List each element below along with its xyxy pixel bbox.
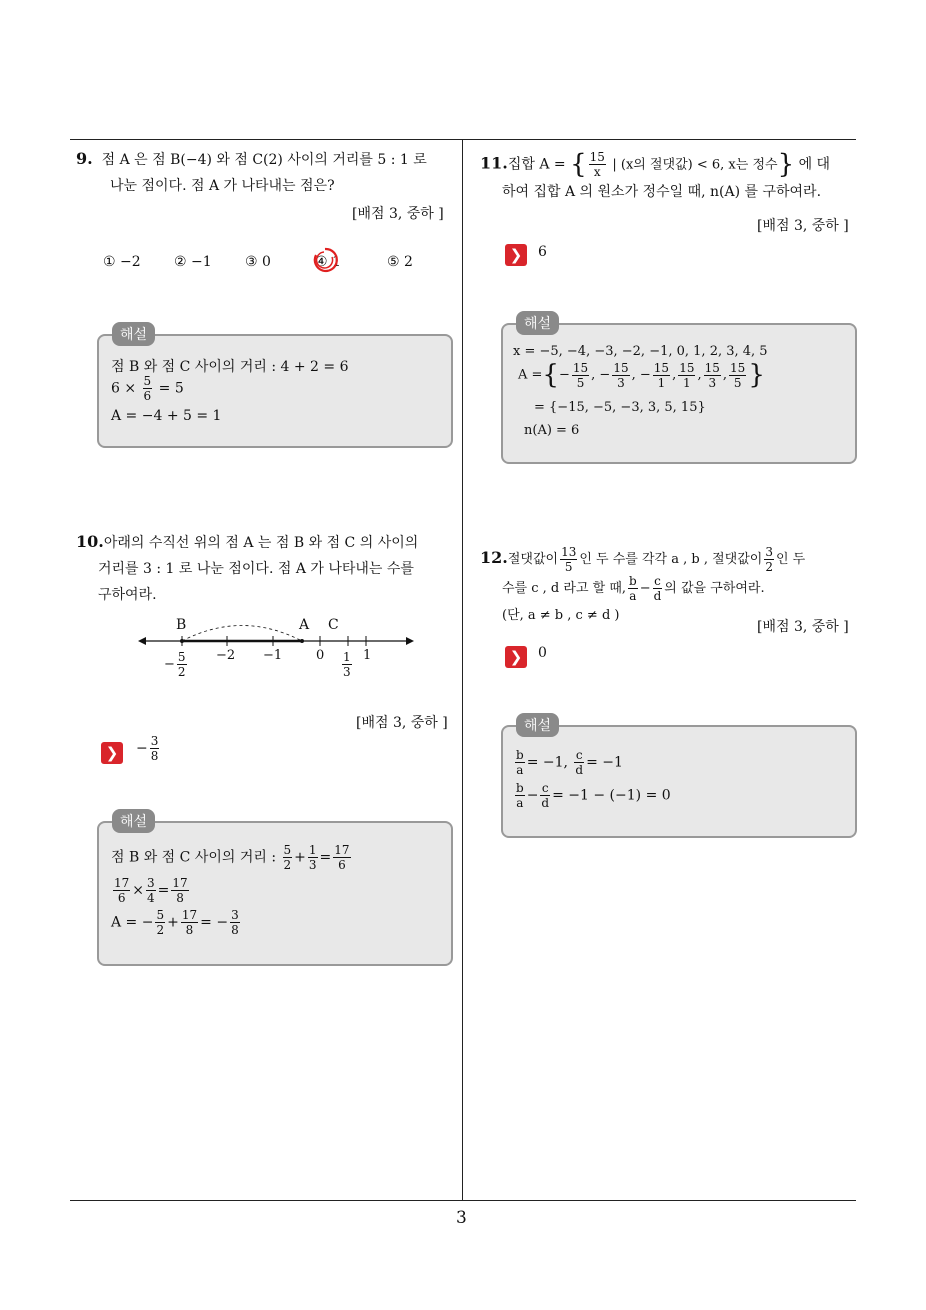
q12-solution-line2: $\frac{b}{a}$ − $\frac{c}{d}$ = −1 − (−1) = 0 — [516, 781, 671, 810]
q10-answer: − $\frac{3}{8}$ — [136, 734, 159, 763]
tick-minus-1: −1 — [263, 648, 283, 663]
selected-answer-circle-icon — [310, 246, 340, 276]
tick-minus-5-over-2: − $\frac{5}{2}$ — [164, 650, 186, 679]
question-12-score: [배점 3, 중하 ] — [757, 619, 849, 635]
q10-solution-line2: $\frac{17}{6}$ × $\frac{3}{4}$ = $\frac{17}{8}$ — [114, 876, 188, 905]
q11-answer-arrow-icon: ❯ — [505, 244, 527, 266]
question-12-number: 12. — [480, 548, 508, 567]
column-divider — [462, 139, 463, 1201]
q11-solution-tag: 해설 — [516, 311, 559, 335]
tick-1-over-3: $\frac{1}{3}$ — [343, 650, 351, 679]
q9-solution-line3: A = −4 + 5 = 1 — [111, 408, 222, 424]
question-9-score: [배점 3, 중하 ] — [352, 206, 444, 222]
q9-choice-1[interactable]: ① −2 — [103, 254, 141, 270]
question-11: 11.집합 A = { $\frac{15}{x}$ | (x의 절댓값) < 6, x는 정수} 에 대 하여 집합 A 의 원소가 정수일 때, n(A) 를 구하여라. — [480, 150, 860, 205]
question-10-number: 10. — [76, 532, 104, 551]
q9-choice-3[interactable]: ③ 0 — [245, 254, 271, 270]
q11-solution-line4: n(A) = 6 — [524, 423, 580, 438]
question-9-line2: 나눈 점이다. 점 A 가 나타내는 점은? — [110, 178, 335, 194]
q12-solution-tag: 해설 — [516, 713, 559, 737]
question-10 — [76, 529, 458, 608]
question-11-line2: 하여 집합 A 의 원소가 정수일 때, n(A) 를 구하여라. — [502, 184, 822, 200]
question-10-score: [배점 3, 중하 ] — [356, 715, 448, 731]
q11-answer: 6 — [538, 244, 547, 260]
q10-solution-tag: 해설 — [112, 809, 155, 833]
question-9 — [76, 146, 456, 199]
tick-minus-2: −2 — [216, 648, 236, 663]
q11-solution-line3: = {−15, −5, −3, 3, 5, 15} — [534, 400, 706, 415]
question-10-line2: 거리를 3 : 1 로 나눈 점이다. 점 A 가 나타내는 수를 — [98, 561, 414, 577]
top-rule — [70, 139, 856, 140]
q9-choice-4[interactable]: ④ 1 — [315, 254, 341, 270]
tick-0: 0 — [316, 648, 325, 663]
q12-answer-arrow-icon: ❯ — [505, 646, 527, 668]
question-12-line3: (단, a ≠ b , c ≠ d ) — [502, 608, 620, 623]
tick-1: 1 — [363, 648, 372, 663]
q9-solution-line1: 점 B 와 점 C 사이의 거리 : 4 + 2 = 6 — [111, 359, 349, 375]
q9-solution-line2: 6 × $\frac{5}{6}$ = 5 — [111, 374, 184, 403]
question-9-line1: 점 A 은 점 B(−4) 와 점 C(2) 사이의 거리를 5 : 1 로 — [101, 152, 427, 168]
q10-answer-arrow-icon: ❯ — [101, 742, 123, 764]
page-number: 3 — [456, 1208, 467, 1228]
question-11-score: [배점 3, 중하 ] — [757, 218, 849, 234]
label-C: C — [328, 617, 339, 633]
label-A: A — [299, 617, 310, 633]
question-10-line3: 구하여라. — [98, 587, 157, 603]
q12-answer: 0 — [538, 645, 547, 661]
question-9-number: 9. — [76, 149, 93, 168]
question-12: 12.절댓값이 $\frac{13}{5}$ 인 두 수를 각각 a , b , 절댓값이 $\frac{3}{2}$ 인 두 수를 c , d 라고 할 때, $\frac{b}{a}$ − $\frac{c}{d}$ 의 값을 구하여라. (단, a ≠ b , c ≠ d ) — [480, 545, 860, 629]
question-11-number: 11. — [480, 153, 508, 173]
q11-solution-line2: A ={− $\frac{15}{5}$ , − $\frac{15}{3}$ , − $\frac{15}{1}$ , $\frac{15}{1}$ , $\frac{15}{3}$ , $\frac{15}{5}$ } — [518, 360, 765, 390]
q9-solution-tag: 해설 — [112, 322, 155, 346]
q9-choice-5[interactable]: ⑤ 2 — [387, 254, 413, 270]
label-B: B — [176, 617, 187, 633]
q9-choice-2[interactable]: ② −1 — [174, 254, 212, 270]
question-10-line1: 아래의 수직선 위의 점 A 는 점 B 와 점 C 의 사이의 — [103, 535, 419, 551]
q10-solution-line1: 점 B 와 점 C 사이의 거리 : $\frac{5}{2}$ + $\frac{1}{3}$ = $\frac{17}{6}$ — [111, 843, 350, 872]
bottom-rule — [70, 1200, 856, 1201]
q11-solution-line1: x = −5, −4, −3, −2, −1, 0, 1, 2, 3, 4, 5 — [513, 344, 768, 359]
q10-solution-line3: A = − $\frac{5}{2}$ + $\frac{17}{8}$ = − $\frac{3}{8}$ — [111, 908, 239, 937]
q12-solution-line1: $\frac{b}{a}$ = −1, $\frac{c}{d}$ = −1 — [516, 748, 623, 777]
